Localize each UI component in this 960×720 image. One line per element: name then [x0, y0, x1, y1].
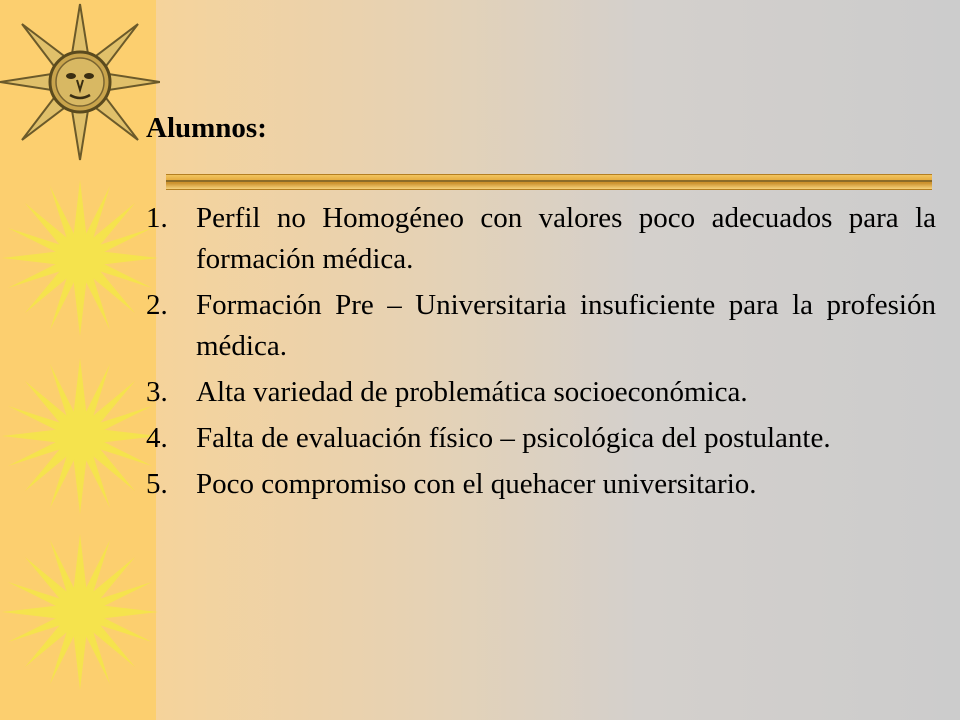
list-item-text: Falta de evaluación físico – psicológica del postulante.	[196, 422, 831, 454]
title-divider	[166, 174, 932, 188]
sun-icon	[2, 358, 158, 514]
list-item	[146, 285, 936, 367]
numbered-list	[146, 198, 936, 510]
list-item-text: Alta variedad de problemática socioeconómica.	[196, 376, 748, 408]
list-item-text: Poco compromiso con el quehacer universitario.	[196, 468, 757, 500]
list-item-text: Perfil no Homogéneo con valores poco adecuados para la formación médica.	[196, 202, 936, 275]
list-item-text: Formación Pre – Universitaria insuficiente para la profesión médica.	[196, 289, 936, 362]
list-item	[146, 372, 936, 413]
list-item-number: 5.	[146, 468, 168, 500]
list-item-number: 4.	[146, 422, 168, 454]
slide-title: Alumnos:	[146, 112, 267, 144]
sun-face-icon	[0, 4, 160, 160]
sun-decorations	[0, 0, 160, 720]
list-item	[146, 198, 936, 280]
list-item-number: 3.	[146, 376, 168, 408]
list-item	[146, 464, 936, 505]
list-item	[146, 418, 936, 459]
sun-icon	[2, 534, 158, 690]
list-item-number: 2.	[146, 289, 168, 321]
sun-icon	[2, 180, 158, 336]
list-item-number: 1.	[146, 202, 168, 234]
